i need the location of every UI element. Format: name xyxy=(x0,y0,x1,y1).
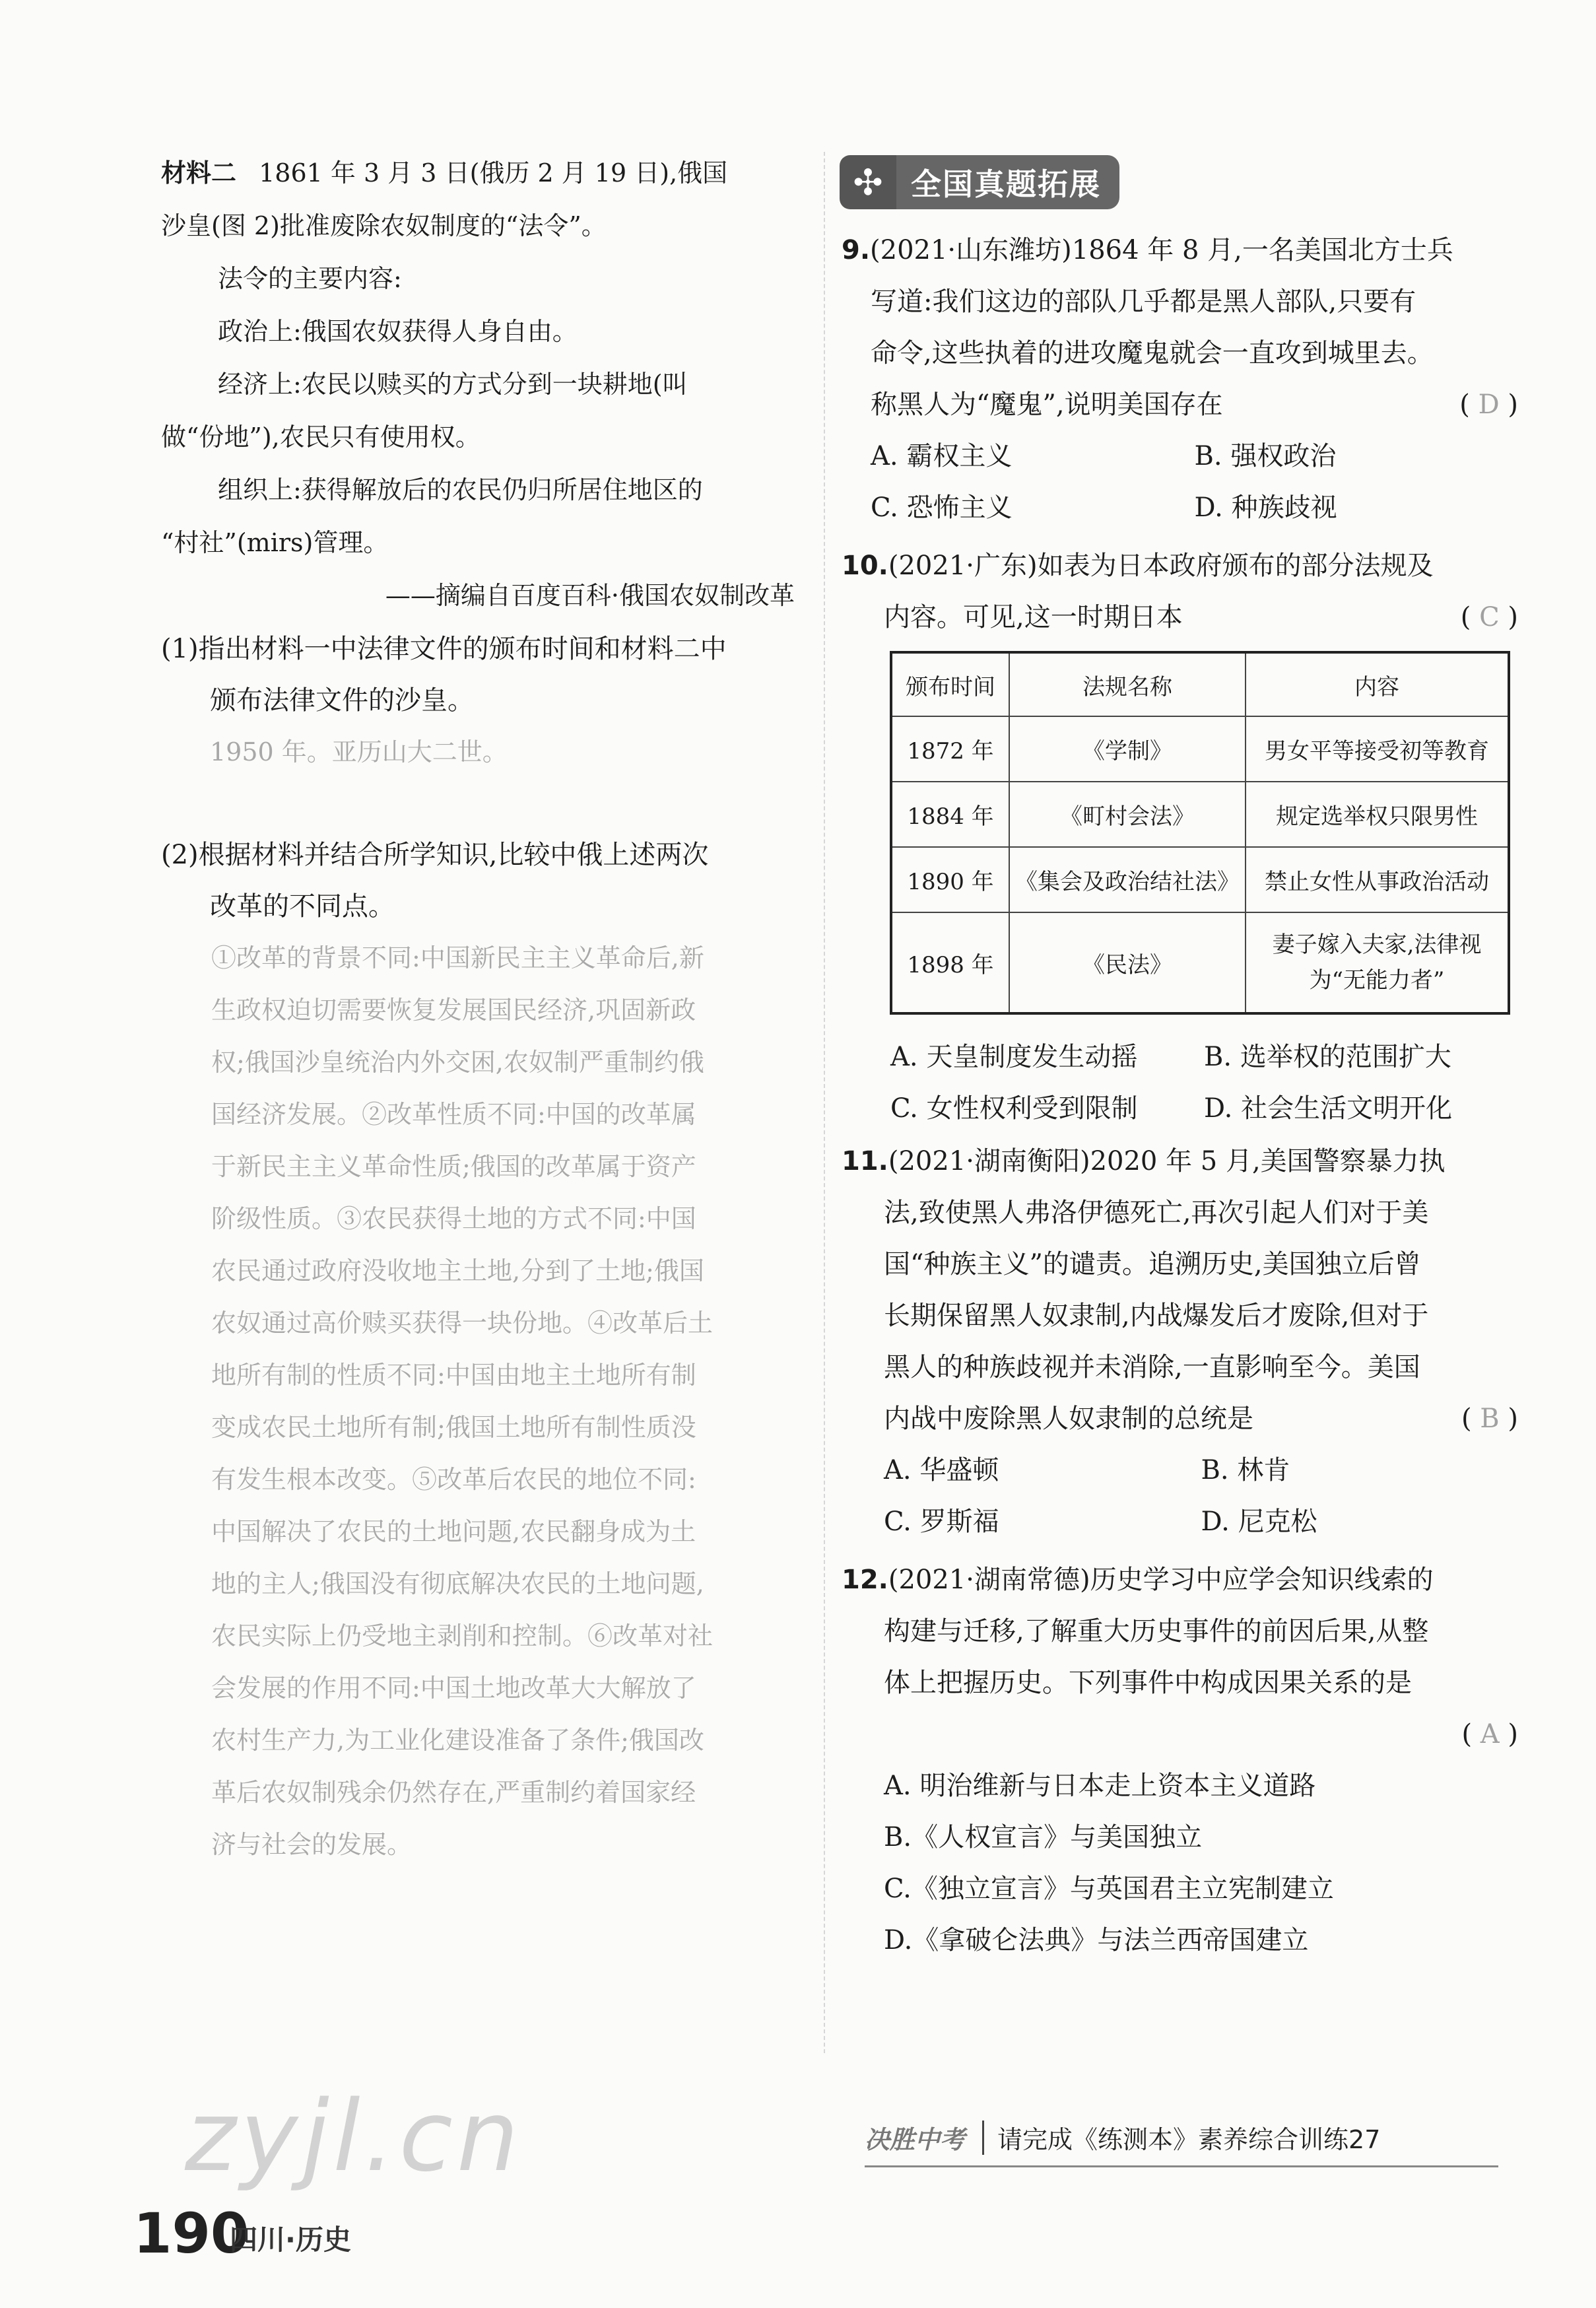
q10-line-text: (2021·广东)如表为日本政府颁布的部分法规及 xyxy=(888,551,1434,581)
q2-answer-line: 农村生产力,为工业化建设准备了条件;俄国改 xyxy=(211,1726,704,1755)
q2-answer-line: 济与社会的发展。 xyxy=(211,1830,413,1859)
table-row xyxy=(891,782,1509,847)
q11-line: 国“种族主义”的谴责。追溯历史,美国独立后曾 xyxy=(884,1249,1421,1279)
q11-line: 法,致使黑人弗洛伊德死亡,再次引起人们对于美 xyxy=(884,1198,1429,1228)
table-cell: 妻子嫁入夫家,法律视为“无能力者” xyxy=(1246,912,1509,1013)
q11-answer-value: B xyxy=(1480,1404,1500,1434)
table-header: 内容 xyxy=(1246,652,1509,716)
q11-line: 长期保留黑人奴隶制,内战爆发后才废除,但对于 xyxy=(884,1301,1429,1331)
q9-line-text: 称黑人为“魔鬼”,说明美国存在 xyxy=(871,390,1223,420)
footer-rule xyxy=(865,2165,1498,2167)
table-cell: 《集会及政治结社法》 xyxy=(1009,847,1246,912)
q12-line-text: (2021·湖南常德)历史学习中应学会知识线索的 xyxy=(888,1565,1434,1595)
q2-answer xyxy=(211,932,805,1871)
q2-answer-line: 中国解决了农民的土地问题,农民翻身成为土 xyxy=(211,1517,696,1546)
q2-answer-line: 生政权迫切需要恢复发展国民经济,巩固新政 xyxy=(211,996,696,1025)
q11-number: 11. xyxy=(842,1146,888,1176)
q9-line: 写道:我们这边的部队几乎都是黑人部队,只要有 xyxy=(871,287,1416,317)
q12-option: B.《人权宣言》与美国独立 xyxy=(884,1822,1203,1852)
q11-options xyxy=(842,1444,1518,1547)
material2-heading: 法令的主要内容: xyxy=(218,264,402,293)
q2-answer-line: 于新民主主义革命性质;俄国的改革属于资产 xyxy=(211,1152,696,1181)
q12-line: 体上把握历史。下列事件中构成因果关系的是 xyxy=(884,1668,1412,1698)
q9-line: 命令,这些执着的进攻魔鬼就会一直攻到城里去。 xyxy=(871,338,1434,368)
q11-line-last xyxy=(842,1393,1518,1444)
table-header: 颁布时间 xyxy=(891,652,1009,716)
q9-number: 9. xyxy=(842,235,871,265)
q2-answer-line: 农民实际上仍受地主剥削和控制。⑥改革对社 xyxy=(211,1621,714,1650)
q2-answer-line: 地所有制的性质不同:中国由地主土地所有制 xyxy=(211,1361,696,1390)
q12-line xyxy=(842,1554,1518,1606)
q10-line xyxy=(842,540,1518,592)
q2-answer-line: 阶级性质。③农民获得土地的方式不同:中国 xyxy=(211,1204,696,1233)
table-cell: 1884 年 xyxy=(891,782,1009,847)
page-name: 四川·历史 xyxy=(230,2223,351,2256)
q9-option: C. 恐怖主义 xyxy=(871,492,1013,523)
watermark: zyjl.cn xyxy=(185,2080,523,2193)
q2-line1: (2)根据材料并结合所学知识,比较中俄上述两次 xyxy=(161,840,709,870)
q9-option: B. 强权政治 xyxy=(1194,441,1337,471)
q2-answer-line: 农奴通过高价赎买获得一块份地。④改革后土 xyxy=(211,1308,714,1338)
q10-options-wrap xyxy=(842,1031,1517,1134)
q2-answer-line: 国经济发展。②改革性质不同:中国的改革属 xyxy=(211,1100,696,1129)
q9-line-text: (2021·山东潍坊)1864 年 8 月,一名美国北方士兵 xyxy=(870,235,1453,265)
q9-answer-value: D xyxy=(1478,390,1500,420)
q10-number: 10. xyxy=(842,551,888,581)
material2-economy-2: 做“份地”),农民只有使用权。 xyxy=(161,423,481,452)
q10-answer: ( C ) xyxy=(1460,602,1518,632)
table-row xyxy=(891,847,1509,912)
q9-answer: ( D ) xyxy=(1459,390,1518,420)
table-row xyxy=(891,716,1509,782)
q9-line xyxy=(842,224,1518,276)
material2-org-2: “村社”(mirs)管理。 xyxy=(161,528,389,557)
q12-answer-line xyxy=(842,1709,1518,1760)
table-cell: 《民法》 xyxy=(1009,912,1246,1013)
q1-line2: 颁布法律文件的沙皇。 xyxy=(210,685,474,716)
table-cell: 禁止女性从事政治活动 xyxy=(1246,847,1509,912)
q2-answer-line: 农民通过政府没收地主土地,分到了土地;俄国 xyxy=(211,1256,704,1285)
material2-text-1: 1861 年 3 月 3 日(俄历 2 月 19 日),俄国 xyxy=(259,158,728,187)
table-cell: 《町村会法》 xyxy=(1009,782,1246,847)
q10-line-last xyxy=(842,592,1518,643)
table-cell: 1872 年 xyxy=(891,716,1009,782)
material2-politics: 政治上:俄国农奴获得人身自由。 xyxy=(218,317,578,346)
table-cell: 规定选举权只限男性 xyxy=(1246,782,1509,847)
q10-option: C. 女性权利受到限制 xyxy=(890,1093,1138,1124)
q11-line xyxy=(842,1136,1518,1187)
table-cell: 《学制》 xyxy=(1009,716,1246,782)
q12-answer-value: A xyxy=(1480,1719,1500,1749)
q2-answer-line: 革后农奴制残余仍然存在,严重制约着国家经 xyxy=(211,1778,696,1807)
q11-line-text: (2021·湖南衡阳)2020 年 5 月,美国警察暴力执 xyxy=(888,1146,1446,1176)
footer-separator xyxy=(982,2121,984,2155)
q9-option: A. 霸权主义 xyxy=(871,441,1013,471)
footer-note-text: 请完成《练测本》素养综合训练27 xyxy=(997,2125,1381,2154)
q12-option: D.《拿破仑法典》与法兰西帝国建立 xyxy=(884,1925,1309,1955)
q2-line2: 改革的不同点。 xyxy=(210,891,395,922)
q12-number: 12. xyxy=(842,1565,888,1595)
q10-options xyxy=(890,1031,1517,1134)
q12-answer: ( A ) xyxy=(1461,1719,1518,1749)
q10-option: A. 天皇制度发生动摇 xyxy=(890,1042,1138,1072)
q11-line: 黑人的种族歧视并未消除,一直影响至今。美国 xyxy=(884,1352,1420,1382)
material2-label: 材料二 xyxy=(161,158,237,187)
q10-line-text: 内容。可见,这一时期日本 xyxy=(884,602,1183,632)
footer-note xyxy=(865,2119,1380,2155)
q1-answer: 1950 年。亚历山大二世。 xyxy=(210,737,508,766)
q11-option: A. 华盛顿 xyxy=(884,1455,999,1485)
q10-answer-value: C xyxy=(1479,602,1500,632)
q1-line1: (1)指出材料一中法律文件的颁布时间和材料二中 xyxy=(161,634,727,664)
table-header-row xyxy=(891,652,1509,716)
q11-option: D. 尼克松 xyxy=(1201,1507,1317,1537)
q2-answer-line: ①改革的背景不同:中国新民主主义革命后,新 xyxy=(211,943,704,972)
expand-arrows-icon: ✣ xyxy=(840,155,896,209)
q11-line-text: 内战中废除黑人奴隶制的总统是 xyxy=(884,1404,1253,1434)
column-divider xyxy=(824,152,825,2053)
q10-option: D. 社会生活文明开化 xyxy=(1204,1093,1453,1124)
section-banner-label: 全国真题拓展 xyxy=(896,155,1119,209)
q11-option: B. 林肯 xyxy=(1201,1455,1290,1485)
question-11 xyxy=(842,1136,1518,1547)
q9-options xyxy=(842,430,1518,533)
q2-answer-line: 有发生根本改变。⑤改革后农民的地位不同: xyxy=(211,1465,696,1494)
table-row xyxy=(891,912,1509,1013)
table-cell: 1898 年 xyxy=(891,912,1009,1013)
table-cell: 1890 年 xyxy=(891,847,1009,912)
material2-source: ——摘编自百度百科·俄国农奴制改革 xyxy=(385,581,795,610)
page-number: 190 xyxy=(133,2201,249,2266)
table-cell: 男女平等接受初等教育 xyxy=(1246,716,1509,782)
question-9 xyxy=(842,224,1518,533)
section-banner xyxy=(840,154,1119,210)
q12-option: A. 明治维新与日本走上资本主义道路 xyxy=(884,1771,1316,1801)
question-12 xyxy=(842,1554,1518,1966)
q9-line-last xyxy=(842,379,1518,430)
question-10 xyxy=(842,540,1518,643)
q11-option: C. 罗斯福 xyxy=(884,1507,999,1537)
q2-answer-line: 权;俄国沙皇统治内外交困,农奴制严重制约俄 xyxy=(211,1048,704,1077)
footer-brand: 决胜中考 xyxy=(865,2125,966,2154)
table-header: 法规名称 xyxy=(1009,652,1246,716)
q9-option: D. 种族歧视 xyxy=(1194,492,1337,523)
law-table xyxy=(890,651,1510,1015)
q2-answer-line: 会发展的作用不同:中国土地改革大大解放了 xyxy=(211,1674,696,1703)
q12-line: 构建与迁移,了解重大历史事件的前因后果,从整 xyxy=(884,1616,1429,1646)
q2-answer-line: 变成农民土地所有制;俄国土地所有制性质没 xyxy=(211,1413,696,1442)
material2-line2: 沙皇(图 2)批准废除农奴制度的“法令”。 xyxy=(161,211,607,240)
material2-org-1: 组织上:获得解放后的农民仍归所居住地区的 xyxy=(218,475,703,504)
q2-answer-line: 地的主人;俄国没有彻底解决农民的土地问题, xyxy=(211,1569,704,1598)
material2-economy-1: 经济上:农民以赎买的方式分到一块耕地(叫 xyxy=(218,370,688,399)
q10-option: B. 选举权的范围扩大 xyxy=(1204,1042,1451,1072)
q12-option: C.《独立宣言》与英国君主立宪制建立 xyxy=(884,1874,1334,1904)
q11-answer: ( B ) xyxy=(1461,1404,1518,1434)
material2-line1 xyxy=(161,147,795,199)
